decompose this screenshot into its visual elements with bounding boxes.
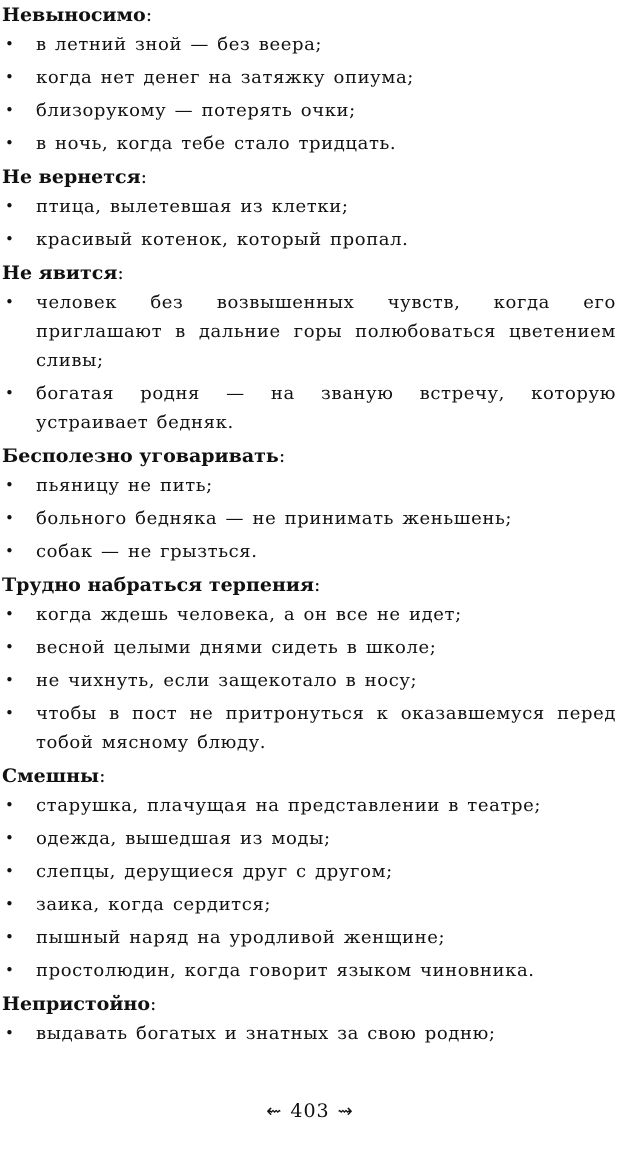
section-unbearable [2,0,616,158]
bullet-icon: • [5,605,15,623]
bullet-icon: • [5,68,15,86]
list-item: • не чихнуть, если защекотало в носу; [2,666,616,695]
item-list [2,600,616,757]
list-item: • красивый котенок, который пропал. [2,225,616,254]
bullet-icon: • [5,862,15,880]
list-item: • заика, когда сердится; [2,890,616,919]
bullet-icon: • [5,476,15,494]
list-item: • в ночь, когда тебе стало тридцать. [2,129,616,158]
bullet-icon: • [5,509,15,527]
bullet-icon: • [5,134,15,152]
list-item: • близорукому — потерять очки; [2,96,616,125]
item-list [2,288,616,437]
list-item: • когда нет денег на затяжку опиума; [2,63,616,92]
bullet-icon: • [5,293,15,311]
page-number: 403 [290,1100,330,1122]
bullet-icon: • [5,961,15,979]
list-item: • простолюдин, когда говорит языком чиновника. [2,956,616,985]
list-item: • когда ждешь человека, а он все не идет; [2,600,616,629]
section-hard-to-be-patient [2,570,616,757]
section-will-not-return [2,162,616,254]
list-item: • больного бедняка — не принимать женьшень; [2,504,616,533]
list-item: • слепцы, дерущиеся друг с другом; [2,857,616,886]
bullet-icon: • [5,542,15,560]
page-footer [0,1096,620,1127]
bullet-icon: • [5,895,15,913]
item-list [2,1019,616,1048]
item-list [2,471,616,566]
list-item: • птица, вылетевшая из клетки; [2,192,616,221]
section-heading: Не вернется: [2,166,148,188]
bullet-icon: • [5,230,15,248]
list-item: • богатая родня — на званую встречу, которую устраивает бедняк. [2,379,616,437]
section-heading: Смешны: [2,765,106,787]
left-arrow-icon: ⇜ [266,1101,283,1122]
bullet-icon: • [5,638,15,656]
list-item: • пьяницу не пить; [2,471,616,500]
section-funny [2,761,616,985]
section-heading: Непристойно: [2,993,157,1015]
section-heading: Бесполезно уговаривать: [2,445,286,467]
list-item: • старушка, плачущая на представлении в театре; [2,791,616,820]
section-indecent [2,989,616,1048]
list-item: • одежда, вышедшая из моды; [2,824,616,853]
bullet-icon: • [5,35,15,53]
section-heading: Невыносимо: [2,4,153,26]
bullet-icon: • [5,928,15,946]
item-list [2,192,616,254]
item-list [2,791,616,985]
bullet-icon: • [5,101,15,119]
list-item: • пышный наряд на уродливой женщине; [2,923,616,952]
list-item: • чтобы в пост не притронуться к оказавшемуся перед тобой мясному блюду. [2,699,616,757]
list-item: • выдавать богатых и знатных за свою родню; [2,1019,616,1048]
section-heading: Не явится: [2,262,124,284]
list-item: • весной целыми днями сидеть в школе; [2,633,616,662]
bullet-icon: • [5,829,15,847]
list-item: • человек без возвышенных чувств, когда его приглашают в дальние горы полюбоваться цветением сливы; [2,288,616,375]
bullet-icon: • [5,197,15,215]
bullet-icon: • [5,704,15,722]
section-heading: Трудно набраться терпения: [2,574,321,596]
list-item: • в летний зной — без веера; [2,30,616,59]
right-arrow-icon: ⇝ [337,1101,354,1122]
section-will-not-come [2,258,616,437]
list-item: • собак — не грызться. [2,537,616,566]
bullet-icon: • [5,671,15,689]
section-useless-to-persuade [2,441,616,566]
bullet-icon: • [5,796,15,814]
item-list [2,30,616,158]
bullet-icon: • [5,1024,15,1042]
bullet-icon: • [5,384,15,402]
